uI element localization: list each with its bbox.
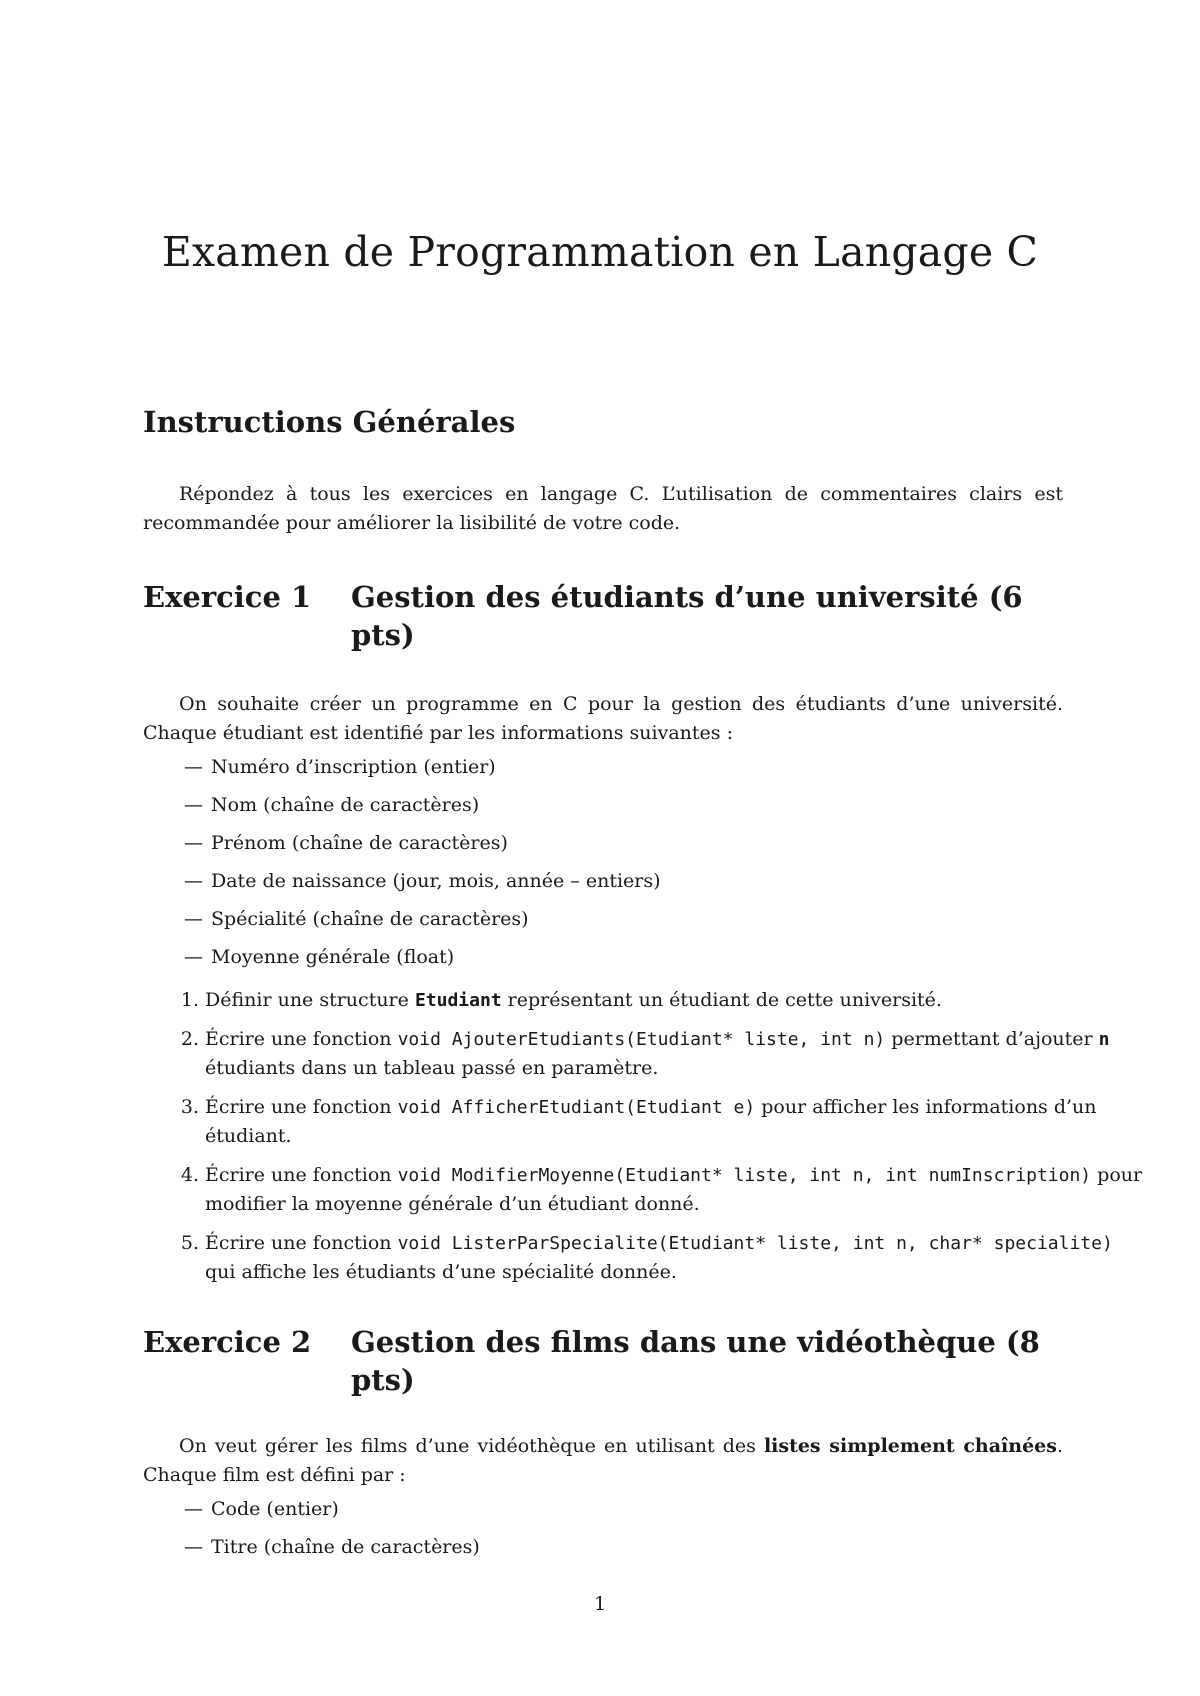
exercice2-intro: On veut gérer les films d’une vidéothèque en utilisant des listes simplement chaînées. Chaque film est défini par : [143,1435,1063,1486]
list-item: — Moyenne générale (float) [184,946,455,968]
question-1: 1. Définir une structure Etudiant représentant un étudiant de cette université. [180,989,942,1011]
exercice1-number: Exercice 1 [143,580,312,614]
question-2: 2. Écrire une fonction void AjouterEtudiants(Etudiant* liste, int n) permettant d’ajouter n étudiants dans un tableau passé en paramètre. [180,1028,1110,1079]
question-4: 4. Écrire une fonction void ModifierMoyenne(Etudiant* liste, int n, int numInscription) pour modifier la moyenne générale d’un étudiant donné. [180,1164,1143,1215]
page-number: 1 [593,1593,607,1615]
exercice1-questions [143,986,1183,1297]
instructions-text: Répondez à tous les exercices en langage C. L’utilisation de commentaires clairs est recommandée pour améliorer la lisibilité de votre code. [143,483,1063,534]
exercice1-intro [143,690,1063,748]
list-item: — Numéro d’inscription (entier) [184,756,496,778]
exercice2-title: Gestion des films dans une vidéothèque (8 pts) [351,1325,1040,1397]
page-title: Examen de Programmation en Langage C [161,228,1039,276]
list-item: — Code (entier) [184,1498,339,1520]
list-item: — Spécialité (chaîne de caractères) [184,908,529,930]
list-item: — Nom (chaîne de caractères) [184,794,480,816]
list-item: — Date de naissance (jour, mois, année – entiers) [184,870,661,892]
list-item: — Titre (chaîne de caractères) [184,1536,480,1558]
exercice2-number: Exercice 2 [143,1325,312,1359]
question-3: 3. Écrire une fonction void AfficherEtudiant(Etudiant e) pour afficher les informations d’un étudiant. [180,1096,1097,1147]
exercice1-field-list [143,752,661,980]
list-item: — Prénom (chaîne de caractères) [184,832,508,854]
exercice2-intro-bold: listes simplement chaînées [763,1435,1057,1457]
exercice1-title: Gestion des étudiants d’une université (6 pts) [351,580,1023,652]
exercice1-intro-text: On souhaite créer un programme en C pour la gestion des étudiants d’une université. Chaque étudiant est identifié par les informations suivantes : [143,693,1063,744]
instructions-paragraph [143,480,1063,538]
instructions-heading: Instructions Générales [143,405,516,439]
exercice2-field-list [143,1494,480,1570]
question-5: 5. Écrire une fonction void ListerParSpecialite(Etudiant* liste, int n, char* specialite) qui affiche les étudiants d’une spécialité donnée. [180,1232,1113,1283]
